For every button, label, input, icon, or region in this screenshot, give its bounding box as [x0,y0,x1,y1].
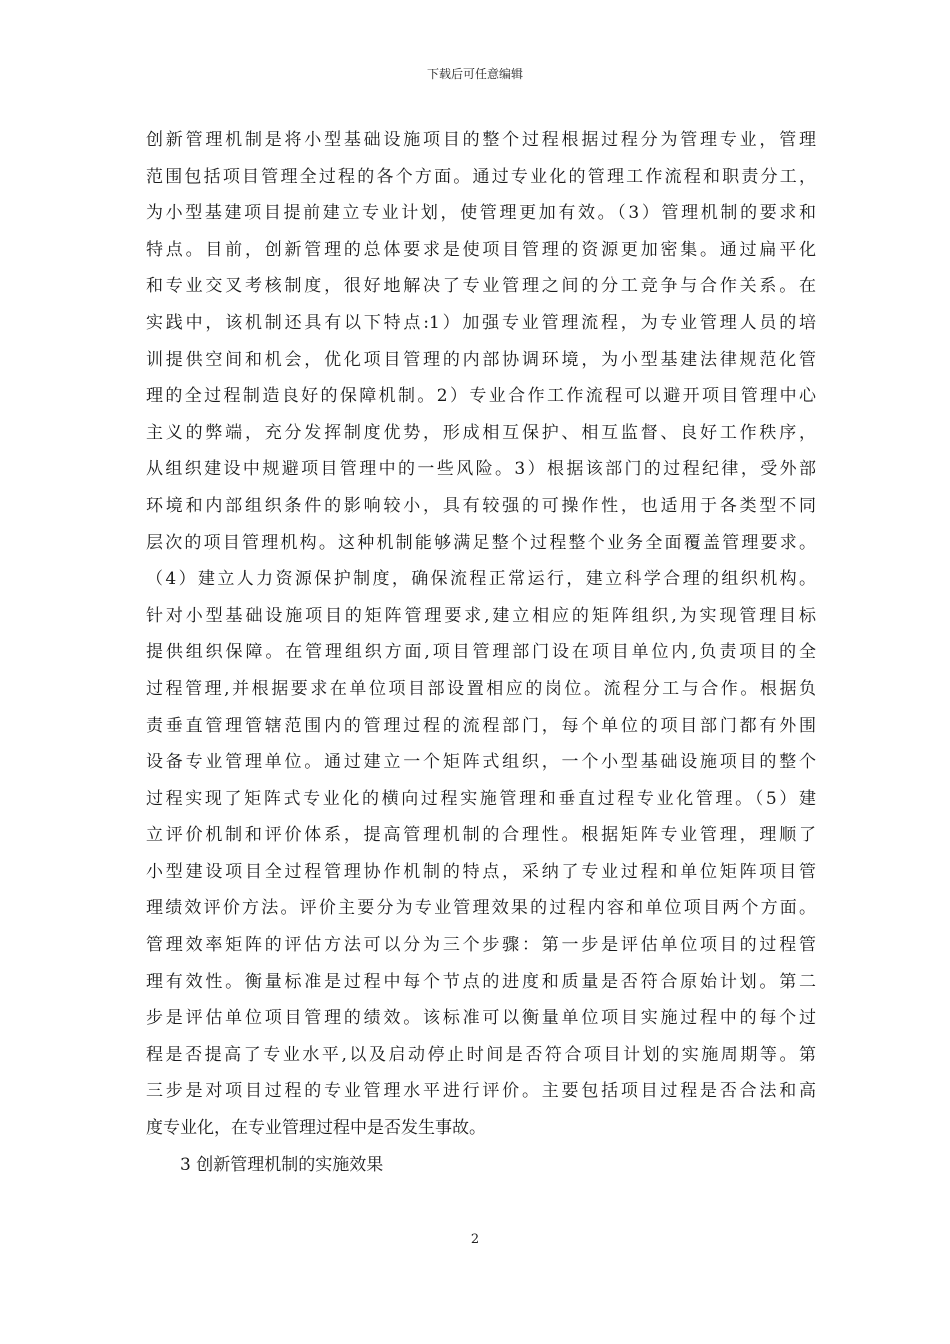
text-line: 立评价机制和评价体系，提高管理机制的合理性。根据矩阵专业管理，理顺了 [146,825,816,846]
page-number: 2 [470,1232,480,1247]
text-line: （4）建立人力资源保护制度，确保流程正常运行，建立科学合理的组织机构。 [146,569,816,590]
text-line: 理有效性。衡量标准是过程中每个节点的进度和质量是否符合原始计划。第二 [146,971,816,992]
text-line: 管理效率矩阵的评估方法可以分为三个步骤：第一步是评估单位项目的过程管 [146,935,816,956]
text-line: 训提供空间和机会，优化项目管理的内部协调环境，为小型基建法律规范化管 [146,349,816,370]
text-line: 程是否提高了专业水平,以及启动停止时间是否符合项目计划的实施周期等。第 [146,1044,816,1065]
body-text [146,122,816,1183]
text-line: 责垂直管理管辖范围内的管理过程的流程部门，每个单位的项目部门都有外围 [146,715,816,736]
text-line: 三步是对项目过程的专业管理水平进行评价。主要包括项目过程是否合法和高 [146,1081,816,1102]
text-line: 环境和内部组织条件的影响较小，具有较强的可操作性，也适用于各类型不同 [146,495,816,516]
text-line: 小型建设项目全过程管理协作机制的特点，采纳了专业过程和单位矩阵项目管 [146,861,816,882]
text-line: 范围包括项目管理全过程的各个方面。通过专业化的管理工作流程和职责分工， [146,166,816,187]
page-header: 下载后可任意编辑 [426,67,523,81]
text-line: 过程管理,并根据要求在单位项目部设置相应的岗位。流程分工与合作。根据负 [146,678,816,699]
text-line: 提供组织保障。在管理组织方面,项目管理部门设在项目单位内,负责项目的全 [146,642,816,663]
text-line: 层次的项目管理机构。这种机制能够满足整个过程整个业务全面覆盖管理要求。 [146,532,816,553]
text-line: 针对小型基础设施项目的矩阵管理要求,建立相应的矩阵组织,为实现管理目标 [146,605,816,626]
text-line: 步是评估单位项目管理的绩效。该标准可以衡量单位项目实施过程中的每个过 [146,1008,816,1029]
text-line: 主义的弊端，充分发挥制度优势，形成相互保护、相互监督、良好工作秩序， [146,422,816,443]
text-line: 过程实现了矩阵式专业化的横向过程实施管理和垂直过程专业化管理。（5）建 [146,788,816,809]
text-line: 特点。目前，创新管理的总体要求是使项目管理的资源更加密集。通过扁平化 [146,239,816,260]
text-line: 从组织建设中规避项目管理中的一些风险。3）根据该部门的过程纪律，受外部 [146,459,816,480]
text-line: 实践中，该机制还具有以下特点:1）加强专业管理流程，为专业管理人员的培 [146,312,816,333]
text-line: 度专业化，在专业管理过程中是否发生事故。 [146,1118,486,1139]
text-line: 理绩效评价方法。评价主要分为专业管理效果的过程内容和单位项目两个方面。 [146,898,816,919]
section-heading: 3 创新管理机制的实施效果 [180,1154,384,1175]
text-line: 为小型基建项目提前建立专业计划，使管理更加有效。（3）管理机制的要求和 [146,203,816,224]
text-line: 创新管理机制是将小型基础设施项目的整个过程根据过程分为管理专业，管理 [146,130,816,150]
text-line: 和专业交叉考核制度，很好地解决了专业管理之间的分工竞争与合作关系。在 [146,276,816,297]
text-line: 理的全过程制造良好的保障机制。2）专业合作工作流程可以避开项目管理中心 [146,386,816,407]
text-line: 设备专业管理单位。通过建立一个矩阵式组织，一个小型基础设施项目的整个 [146,752,816,773]
